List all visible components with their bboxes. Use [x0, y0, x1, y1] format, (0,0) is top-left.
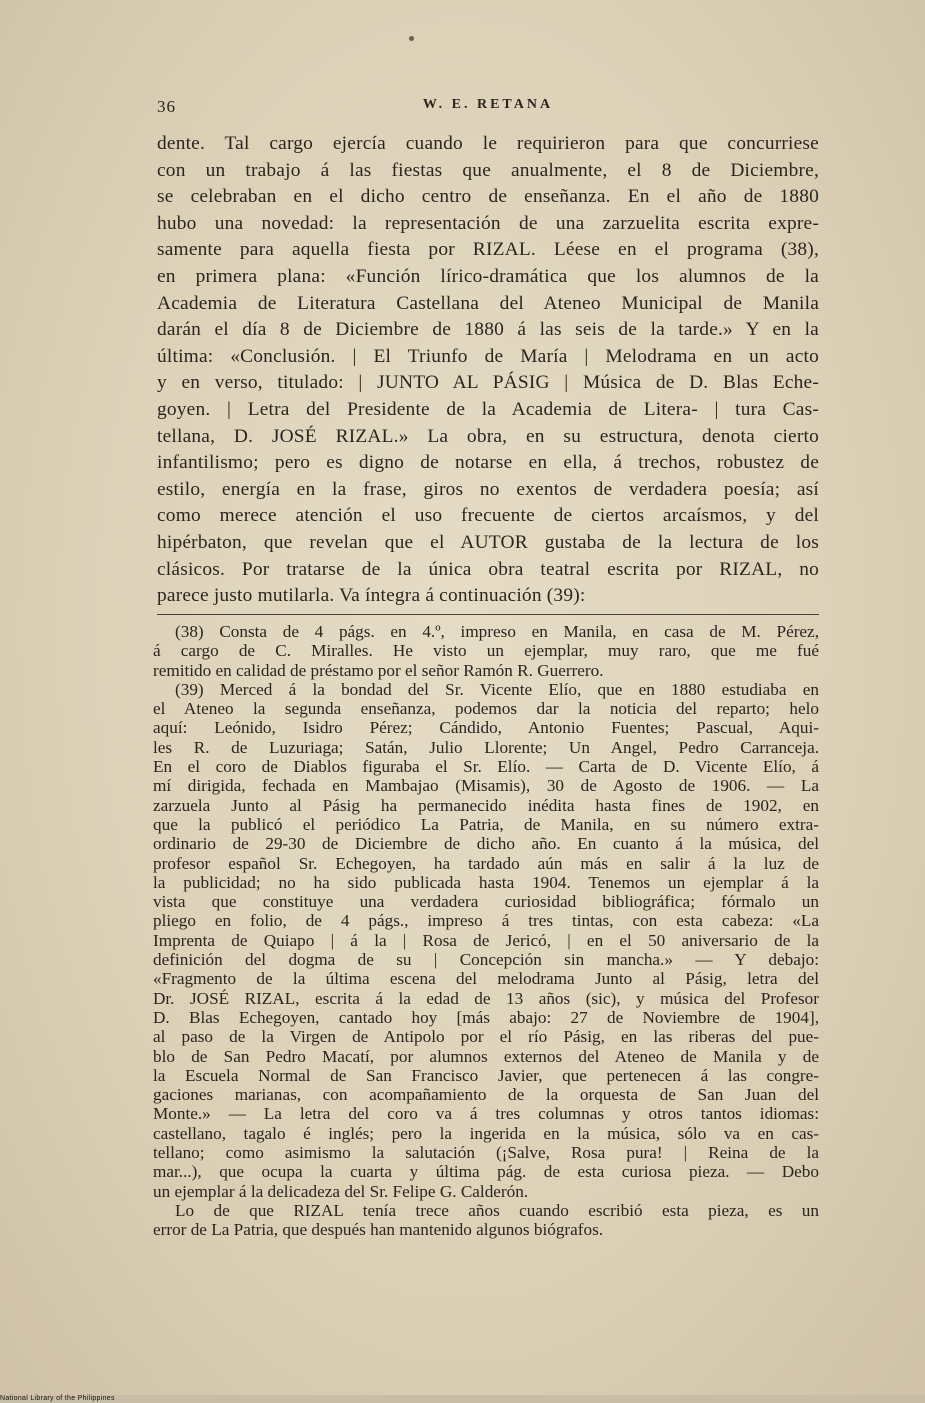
footnote-line: Imprenta de Quiapo | á la | Rosa de Jericó, | en el 50 aniversario de la — [153, 930, 819, 950]
page-number: 36 — [157, 97, 176, 116]
footnote-rule — [157, 614, 819, 615]
text-line: última: «Conclusión. | El Triunfo de María | Melodrama en un acto — [157, 345, 819, 367]
footnote-line: tellano; como asimismo la salutación (¡Salve, Rosa pura! | Reina de la — [153, 1143, 819, 1163]
running-head: W. E. RETANA — [422, 97, 554, 112]
footnotes — [153, 622, 819, 1240]
text-line: dente. Tal cargo ejercía cuando le requirieron para que concurriese — [157, 133, 819, 154]
text-line: samente para aquella fiesta por RIZAL. Léese en el programa (38), — [157, 239, 819, 261]
footnote-line: definición del dogma de su | Concepción sin mancha.» — Y debajo: — [153, 950, 819, 970]
footnote-line: ordinario de 29-30 de Diciembre de dicho año. En cuanto á la música, del — [153, 834, 819, 854]
text-line: infantilismo; pero es digno de notarse en ella, á trechos, robustez de — [157, 452, 819, 474]
text-line: con un trabajo á las fiestas que anualmente, el 8 de Diciembre, — [157, 159, 819, 181]
text-line: como merece atención el uso frecuente de ciertos arcaísmos, y del — [157, 505, 819, 527]
footnote-line: castellano, tagalo é inglés; pero la ingerida en la música, sólo va en cas- — [153, 1123, 819, 1143]
text-line: Academia de Literatura Castellana del Ateneo Municipal de Manila — [157, 292, 819, 314]
footnote-line: (38) Consta de 4 págs. en 4.º, impreso en Manila, en casa de M. Pérez, — [175, 622, 819, 641]
footnote-line: Lo de que RIZAL tenía trece años cuando escribió esta pieza, es un — [175, 1200, 819, 1220]
footnote-line: blo de San Pedro Macatí, por alumnos externos del Ateneo de Manila y de — [153, 1046, 819, 1066]
main-text — [157, 131, 819, 610]
text-line: clásicos. Por tratarse de la única obra teatral escrita por RIZAL, no — [157, 558, 819, 580]
footnote-line: (39) Merced á la bondad del Sr. Vicente Elío, que en 1880 estudiaba en — [175, 679, 819, 699]
footnote-line: Monte.» — La letra del coro va á tres columnas y otros tantos idiomas: — [153, 1104, 819, 1124]
footnote-line: el Ateneo la segunda enseñanza, podemos dar la noticia del reparto; helo — [153, 699, 819, 719]
footnote-line: que la publicó el periódico La Patria, de Manila, en su número extra- — [153, 814, 819, 834]
ink-speck — [409, 36, 414, 41]
footnote-line: En el coro de Diablos figuraba el Sr. Elío. — Carta de D. Vicente Elío, á — [153, 757, 819, 777]
footnote-line: mar...), que ocupa la cuarta y última pág. de esta curiosa pieza. — Debo — [153, 1162, 819, 1182]
footnote-line: D. Blas Echegoyen, cantado hoy [más abajo: 27 de Noviembre de 1904], — [153, 1007, 819, 1027]
footnote-line: la publicidad; no ha sido publicada hasta 1904. Tenemos un ejemplar á la — [153, 872, 819, 892]
text-line: parece justo mutilarla. Va íntegra á continuación (39): — [157, 585, 586, 607]
text-line: goyen. | Letra del Presidente de la Academia de Litera- | tura Cas- — [157, 398, 819, 420]
footnote-line: gaciones marianas, con acompañamiento de la orquesta de San Juan del — [153, 1085, 819, 1105]
footnote-line: error de La Patria, que después han mantenido algunos biógrafos. — [153, 1220, 604, 1240]
footnote-line: remitido en calidad de préstamo por el señor Ramón R. Guerrero. — [153, 660, 604, 680]
footnote-line: Dr. JOSÉ RIZAL, escrita á la edad de 13 años (sic), y música del Profesor — [153, 988, 819, 1008]
footnote-line: «Fragmento de la última escena del melodrama Junto al Pásig, letra del — [153, 969, 819, 989]
footnote-line: zarzuela Junto al Pásig ha permanecido inédita hasta fines de 1902, en — [153, 795, 819, 815]
footnote-line: á cargo de C. Miralles. He visto un ejemplar, muy raro, que me fué — [153, 641, 819, 661]
footnote-line: pliego en folio, de 4 págs., impreso á tres tintas, con esta cabeza: «La — [153, 911, 819, 931]
text-line: se celebraban en el dicho centro de enseñanza. En el año de 1880 — [157, 186, 819, 208]
footnote-line: mí dirigida, fechada en Mambajao (Misamis), 30 de Agosto de 1906. — La — [153, 776, 819, 796]
text-line: darán el día 8 de Diciembre de 1880 á las seis de la tarde.» Y en la — [157, 319, 819, 341]
text-line: tellana, D. JOSÉ RIZAL.» La obra, en su estructura, denota cierto — [157, 425, 819, 447]
text-line: hipérbaton, que revelan que el AUTOR gustaba de la lectura de los — [157, 531, 819, 553]
footnote-line: un ejemplar á la delicadeza del Sr. Felipe G. Calderón. — [153, 1181, 529, 1201]
text-line: hubo una novedad: la representación de una zarzuelita escrita expre- — [157, 212, 819, 234]
text-line: en primera plana: «Función lírico-dramática que los alumnos de la — [157, 265, 819, 287]
text-line: estilo, energía en la frase, giros no exentos de verdadera poesía; así — [157, 478, 819, 500]
page-header — [157, 97, 819, 119]
footnote-line: aquí: Leónido, Isidro Pérez; Cándido, Antonio Fuentes; Pascual, Aqui- — [153, 718, 819, 738]
footnote-line: les R. de Luzuriaga; Satán, Julio Llorente; Un Angel, Pedro Carranceja. — [153, 737, 819, 757]
footnote-line: profesor español Sr. Echegoyen, ha tardado aún más en salir á la luz de — [153, 853, 819, 873]
footer-credit: National Library of the Philippines — [0, 1395, 115, 1402]
footnote-line: al paso de la Virgen de Antipolo por el río Pásig, en las riberas del pue- — [153, 1027, 819, 1047]
text-line: y en verso, titulado: | JUNTO AL PÁSIG | Música de D. Blas Eche- — [157, 372, 819, 394]
footnote-line: vista que constituye una verdadera curiosidad bibliográfica; fórmalo un — [153, 892, 819, 912]
footnote-line: la Escuela Normal de San Francisco Javier, que pertenecen á las congre- — [153, 1065, 819, 1085]
